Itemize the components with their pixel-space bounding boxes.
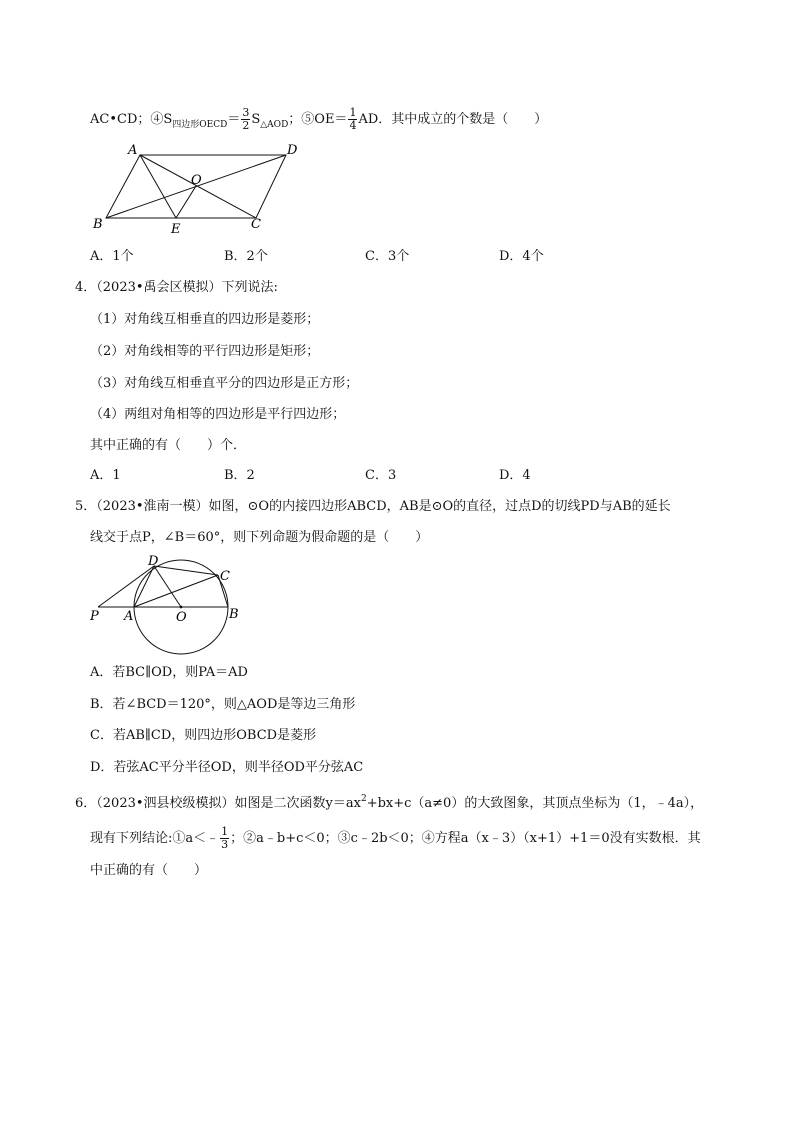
q3-label-a: A (128, 143, 138, 158)
q6-stem-line2 (90, 826, 701, 851)
q4-option-b[interactable]: B．2 (224, 468, 255, 483)
q6-line2-b: ；②a﹣b+c＜0；③c﹣2b＜0；④方程a（x﹣3）（x+1）+1＝0没有实数根．其 (230, 831, 701, 846)
q3-fraction-1-4: $\frac{1}{4}$ (349, 106, 357, 132)
q3-option-a[interactable]: A．1个 (90, 249, 134, 264)
q3-option-c[interactable]: C．3个 (365, 249, 410, 264)
q6-stem-line3: 中正确的有（ ） (90, 863, 208, 878)
q3-tail: AD．其中成立的个数是（ ） (358, 112, 548, 127)
q3-label-o: O (191, 173, 202, 188)
q5-option-b[interactable]: B．若∠BCD＝120°，则△AOD是等边三角形 (90, 697, 356, 712)
q5-stem-line1: 5．（2023•淮南一模）如图，⊙O的内接四边形ABCD，AB是⊙O的直径，过点D的切线PD与AB的延长 (75, 499, 671, 514)
q5-stem-line2: 线交于点P，∠B＝60°，则下列命题为假命题的是（ ） (90, 530, 429, 545)
q6-exponent: 2 (360, 794, 367, 804)
q3-text-a: AC•CD；④S (90, 112, 173, 127)
q5-option-d[interactable]: D．若弦AC平分半径OD，则半径OD平分弦AC (90, 760, 364, 775)
q3-label-c: C (251, 217, 261, 232)
q3-sub-aod: △AOD (260, 120, 289, 130)
q5-label-d: D (148, 554, 159, 569)
q3-eq: ＝ (227, 112, 241, 127)
q6-line2-a: 现有下列结论:①a＜﹣ (90, 831, 220, 846)
q5-label-c: C (220, 569, 230, 584)
q3-option-d[interactable]: D．4个 (499, 249, 544, 264)
q5-label-p: P (90, 609, 99, 624)
q4-item-3: （3）对角线互相垂直平分的四边形是正方形； (90, 376, 359, 391)
q6-fraction-1-3: $\frac{1}{3}$ (221, 825, 229, 851)
q3-parallelogram-figure (88, 140, 318, 240)
q6-line1-a: 6．（2023•泗县校级模拟）如图是二次函数y＝ax (75, 796, 361, 811)
q3-sub-quad: 四边形OECD (172, 120, 228, 130)
q3-label-b: B (93, 217, 103, 232)
q3-option-b[interactable]: B．2个 (224, 249, 268, 264)
q4-option-a[interactable]: A．1 (90, 468, 121, 483)
q5-label-o: O (176, 610, 187, 625)
q6-line1-b: +bx+c（a≠0）的大致图象，其顶点坐标为（1，﹣4a）， (366, 796, 704, 811)
q4-ask: 其中正确的有（ ）个． (90, 438, 247, 453)
q4-option-d[interactable]: D．4 (499, 468, 531, 483)
q3-fraction-3-2: $\frac{3}{2}$ (242, 106, 250, 132)
q3-circ5: ；⑤OE＝ (288, 112, 348, 127)
q6-stem-line1 (75, 791, 703, 812)
q5-option-a[interactable]: A．若BC∥OD，则PA＝AD (90, 665, 248, 680)
q5-center-dot (180, 606, 183, 609)
q4-item-1: （1）对角线互相垂直的四边形是菱形； (90, 312, 320, 327)
q3-label-d: D (287, 143, 298, 158)
q4-stem: 4．（2023•禹会区模拟）下列说法: (75, 280, 278, 295)
q4-item-2: （2）对角线相等的平行四边形是矩形； (90, 344, 320, 359)
q5-label-a: A (124, 609, 134, 624)
q4-item-4: （4）两组对角相等的四边形是平行四边形； (90, 407, 346, 422)
q3-s: S (251, 112, 261, 127)
q4-option-c[interactable]: C．3 (365, 468, 397, 483)
q5-circle-figure (88, 552, 248, 662)
q3-label-e: E (171, 222, 181, 237)
q3-continuation-line (90, 107, 547, 133)
q5-option-c[interactable]: C．若AB∥CD，则四边形OBCD是菱形 (90, 728, 317, 743)
q5-label-b: B (229, 607, 239, 622)
